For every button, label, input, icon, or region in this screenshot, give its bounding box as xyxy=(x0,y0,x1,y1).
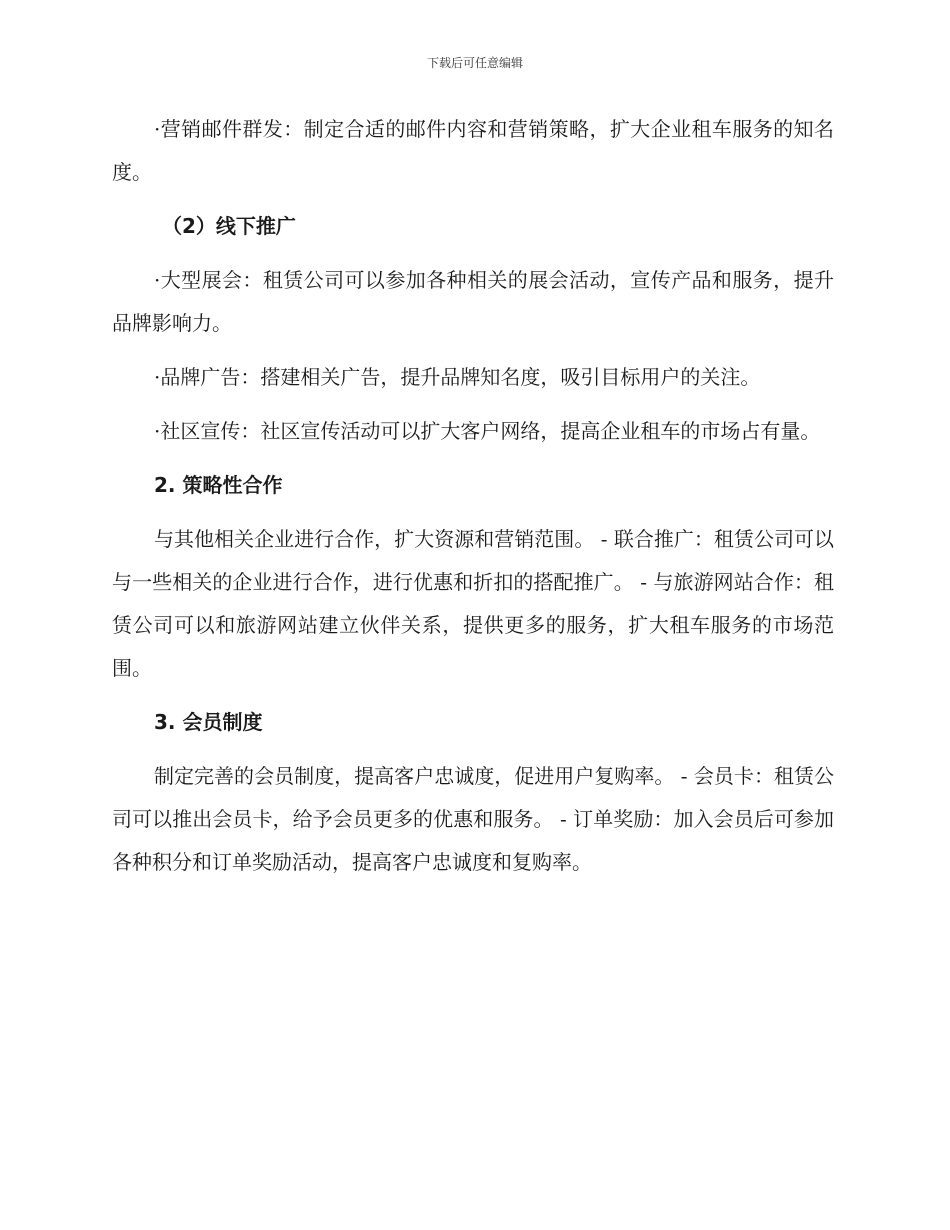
heading-membership: 3. 会员制度 xyxy=(154,710,263,734)
paragraph-community: ·社区宣传：社区宣传活动可以扩大客户网络，提高企业租车的市场占有量。 xyxy=(154,419,821,443)
paragraph-email-marketing: ·营销邮件群发：制定合适的邮件内容和营销策略，扩大企业租车服务的知名度。 xyxy=(112,117,834,184)
heading-strategic-cooperation: 2. 策略性合作 xyxy=(154,473,283,497)
document-body xyxy=(112,108,834,895)
page-header: 下载后可任意编辑 xyxy=(426,56,523,70)
paragraph-cooperation: 与其他相关企业进行合作，扩大资源和营销范围。 - 联合推广：租赁公司可以与一些相关的企业进行合作，进行优惠和折扣的搭配推广。 - 与旅游网站合作：租赁公司可以和旅游网站建立伙伴关系，提供更多的服务，扩大租车服务的市场范围。 xyxy=(112,527,834,680)
paragraph-exhibitions: ·大型展会：租赁公司可以参加各种相关的展会活动，宣传产品和服务，提升品牌影响力。 xyxy=(112,268,834,335)
paragraph-membership: 制定完善的会员制度，提高客户忠诚度，促进用户复购率。 - 会员卡：租赁公司可以推出会员卡，给予会员更多的优惠和服务。 - 订单奖励：加入会员后可参加各种积分和订单奖励活动，提高客户忠诚度和复购率。 xyxy=(112,764,834,874)
paragraph-brand-ads: ·品牌广告：搭建相关广告，提升品牌知名度，吸引目标用户的关注。 xyxy=(154,365,761,389)
heading-offline-promotion: （2）线下推广 xyxy=(162,214,296,238)
